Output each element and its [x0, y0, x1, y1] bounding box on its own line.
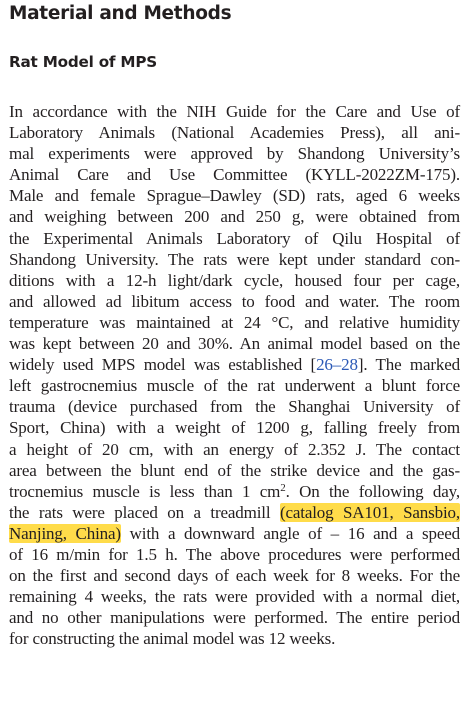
- text-line: for constructing the animal model was 12 weeks.: [9, 629, 336, 649]
- methods-paragraph: [9, 101, 460, 649]
- text-line: [9, 502, 460, 523]
- section-heading: Material and Methods: [9, 3, 232, 24]
- text-line: Shandong University. The rats were kept under standard con-: [9, 249, 460, 269]
- text-fragment: . On the following day,: [285, 481, 460, 501]
- text-line: [9, 481, 460, 502]
- text-line: Laboratory Animals (National Academies Press), all ani-: [9, 123, 460, 143]
- text-line: on the first and second days of each week for 8 weeks. For the: [9, 566, 460, 586]
- text-line: was kept between 20 and 30%. An animal model based on the: [9, 334, 460, 354]
- text-line: left gastrocnemius muscle of the rat underwent a blunt force: [9, 376, 460, 396]
- reference-link-26[interactable]: 26: [316, 355, 333, 375]
- text-line: Animal Care and Use Committee (KYLL-2022ZM-175).: [9, 165, 460, 185]
- text-line: and weighing between 200 and 250 g, were obtained from: [9, 207, 460, 227]
- text-line: and allowed ad libitum access to food and water. The room: [9, 291, 460, 311]
- text-line: temperature was maintained at 24 °C, and relative humidity: [9, 312, 460, 332]
- text-line: the Experimental Animals Laboratory of Qilu Hospital of: [9, 228, 460, 248]
- highlighted-text[interactable]: Nanjing, China): [9, 523, 121, 543]
- text-fragment: widely used MPS model was established [: [9, 355, 317, 375]
- text-line: [9, 523, 460, 544]
- text-fragment: with a downward angle of – 16 and a speed: [120, 523, 460, 543]
- reference-range-dash: –: [332, 355, 342, 375]
- text-line: area between the blunt end of the strike device and the gas-: [9, 460, 460, 480]
- reference-link-28[interactable]: 28: [341, 355, 358, 375]
- text-line: trauma (device purchased from the Shanghai University of: [9, 397, 460, 417]
- text-line: In accordance with the NIH Guide for the Care and Use of: [9, 102, 460, 121]
- text-line: and no other manipulations were performed. The entire period: [9, 608, 460, 628]
- superscript: 2: [280, 481, 286, 494]
- text-line: Male and female Sprague–Dawley (SD) rats, aged 6 weeks: [9, 186, 460, 206]
- text-line: of 16 m/min for 1.5 h. The above procedures were performed: [9, 544, 460, 564]
- text-fragment: the rats were placed on a treadmill: [9, 502, 280, 522]
- text-line: mal experiments were approved by Shandong University’s: [9, 144, 460, 164]
- subsection-heading: Rat Model of MPS: [9, 53, 158, 71]
- text-fragment: trocnemius muscle is less than 1 cm: [9, 481, 281, 501]
- text-line: [9, 354, 460, 375]
- text-line: a height of 20 cm, with an energy of 2.352 J. The contact: [9, 439, 460, 459]
- text-line: Sport, China) with a weight of 1200 g, falling freely from: [9, 418, 460, 438]
- text-fragment: ]. The marked: [357, 355, 460, 375]
- text-line: remaining 4 weeks, the rats were provided with a normal diet,: [9, 587, 460, 607]
- text-line: ditions with a 12-h light/dark cycle, housed four per cage,: [9, 270, 460, 290]
- highlighted-text[interactable]: (catalog SA101, Sansbio,: [279, 502, 460, 522]
